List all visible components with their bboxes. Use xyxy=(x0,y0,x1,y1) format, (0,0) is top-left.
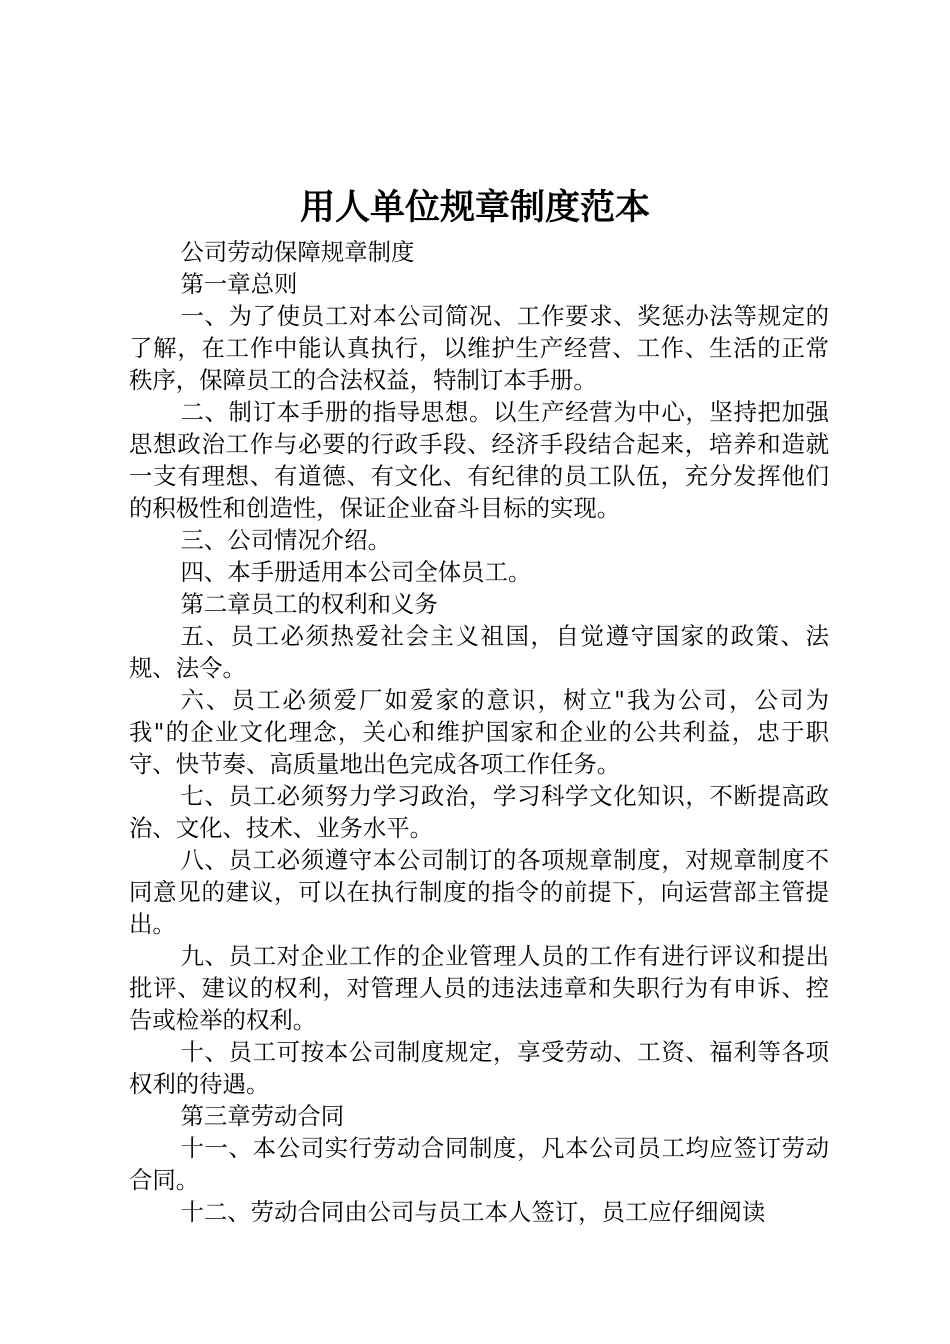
paragraph: 十二、劳动合同由公司与员工本人签订，员工应仔细阅读 xyxy=(180,1198,766,1226)
paragraph: 七、员工必须努力学习政治，学习科学文化知识，不断提高政治、文化、技术、业务水平。 xyxy=(129,782,829,842)
paragraph: 十一、本公司实行劳动合同制度，凡本公司员工均应签订劳动合同。 xyxy=(129,1134,829,1194)
paragraph: 十、员工可按本公司制度规定，享受劳动、工资、福利等各项权利的待遇。 xyxy=(129,1038,829,1098)
paragraph: 九、员工对企业工作的企业管理人员的工作有进行评议和提出批评、建议的权利，对管理人员的违法违章和失职行为有申诉、控告或检举的权利。 xyxy=(129,942,829,1034)
paragraph: 二、制订本手册的指导思想。以生产经营为中心，坚持把加强思想政治工作与必要的行政手段、经济手段结合起来，培养和造就一支有理想、有道德、有文化、有纪律的员工队伍，充分发挥他们的积极性和创造性，保证企业奋斗目标的实现。 xyxy=(129,398,829,522)
chapter-heading: 第一章总则 xyxy=(180,270,298,298)
document-body xyxy=(129,236,829,1228)
section-heading-regulations: 公司劳动保障规章制度 xyxy=(180,238,415,266)
paragraph: 一、为了使员工对本公司简况、工作要求、奖惩办法等规定的了解，在工作中能认真执行，以维护生产经营、工作、生活的正常秩序，保障员工的合法权益，特制订本手册。 xyxy=(129,302,829,394)
paragraph: 八、员工必须遵守本公司制订的各项规章制度，对规章制度不同意见的建议，可以在执行制度的指令的前提下，向运营部主管提出。 xyxy=(129,846,829,938)
paragraph: 三、公司情况介绍。 xyxy=(180,526,391,554)
chapter-heading: 第三章劳动合同 xyxy=(180,1102,345,1130)
document-title: 用人单位规章制度范本 xyxy=(299,188,650,228)
paragraph: 四、本手册适用本公司全体员工。 xyxy=(180,558,532,586)
paragraph: 六、员工必须爱厂如爱家的意识，树立"我为公司，公司为我"的企业文化理念，关心和维护国家和企业的公共利益，忠于职守、快节奏、高质量地出色完成各项工作任务。 xyxy=(129,686,829,778)
paragraph: 五、员工必须热爱社会主义祖国，自觉遵守国家的政策、法规、法令。 xyxy=(129,622,829,682)
chapter-heading: 第二章员工的权利和义务 xyxy=(180,590,438,618)
